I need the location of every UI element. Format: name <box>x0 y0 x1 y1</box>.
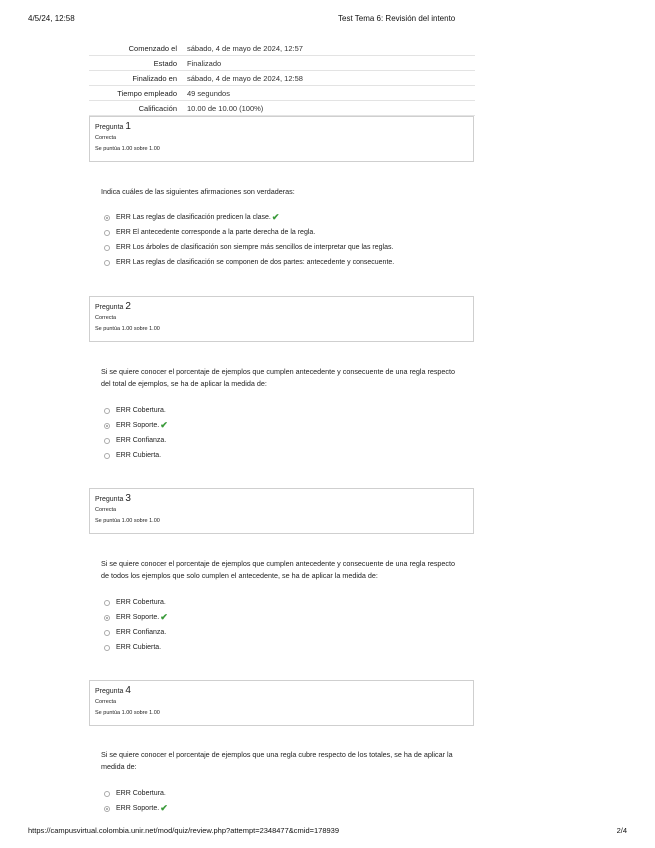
radio-icon[interactable] <box>104 791 110 797</box>
summary-value: sábado, 4 de mayo de 2024, 12:57 <box>183 41 475 56</box>
question-grade: Se puntúa 1.00 sobre 1.00 <box>95 710 160 716</box>
answer-option[interactable]: ERR Confianza. <box>104 433 464 448</box>
answer-list <box>104 595 464 655</box>
question-info-box <box>89 488 474 534</box>
answer-option[interactable]: ERR Soporte. ✔ <box>104 801 464 816</box>
print-header <box>28 14 627 26</box>
check-icon: ✔ <box>160 420 168 430</box>
radio-icon[interactable] <box>104 453 110 459</box>
question-state: Correcta <box>95 507 117 513</box>
radio-icon[interactable] <box>104 245 110 251</box>
answer-option[interactable]: ERR Cobertura. <box>104 595 464 610</box>
answer-option[interactable]: ERR Las reglas de clasificación se componen de dos partes: antecedente y consecuente. <box>104 255 464 270</box>
answer-option[interactable]: ERR Confianza. <box>104 625 464 640</box>
page-number: 2/4 <box>616 826 627 835</box>
summary-value: 10.00 de 10.00 (100%) <box>183 101 475 116</box>
summary-label: Finalizado en <box>89 71 183 86</box>
answer-option[interactable]: ERR Las reglas de clasificación predicen la clase. ✔ <box>104 210 464 225</box>
summary-value: 49 segundos <box>183 86 475 101</box>
question-text: Si se quiere conocer el porcentaje de ejemplos que una regla cubre respecto de los totales, se ha de aplicar la medida de: <box>101 750 453 771</box>
question-grade: Se puntúa 1.00 sobre 1.00 <box>95 146 160 152</box>
radio-icon[interactable] <box>104 260 110 266</box>
print-date: 4/5/24, 12:58 <box>28 14 75 23</box>
answer-option[interactable]: ERR Los árboles de clasificación son siempre más sencillos de interpretar que las reglas. <box>104 240 464 255</box>
summary-value: Finalizado <box>183 56 475 71</box>
radio-icon[interactable] <box>104 438 110 444</box>
attempt-summary-table <box>89 41 475 116</box>
summary-row <box>89 41 475 56</box>
question-text: Si se quiere conocer el porcentaje de ejemplos que cumplen antecedente y consecuente de una regla respecto de todos los ejemplos que solo cumplen el antecedente, se ha de aplicar la medida de: <box>101 559 456 580</box>
answer-option[interactable]: ERR Cobertura. <box>104 403 464 418</box>
summary-row <box>89 71 475 86</box>
radio-icon[interactable] <box>104 230 110 236</box>
question-state: Correcta <box>95 699 117 705</box>
answer-option[interactable]: ERR El antecedente corresponde a la parte derecha de la regla. <box>104 225 464 240</box>
answer-option[interactable]: ERR Cobertura. <box>104 786 464 801</box>
radio-icon[interactable] <box>104 408 110 414</box>
check-icon: ✔ <box>271 212 280 222</box>
radio-selected-icon[interactable] <box>104 615 110 621</box>
question-grade: Se puntúa 1.00 sobre 1.00 <box>95 518 160 524</box>
print-footer <box>28 826 627 838</box>
summary-value: sábado, 4 de mayo de 2024, 12:58 <box>183 71 475 86</box>
radio-selected-icon[interactable] <box>104 423 110 429</box>
question-info-box <box>89 296 474 342</box>
question-info-box <box>89 116 474 162</box>
radio-selected-icon[interactable] <box>104 806 110 812</box>
answer-option[interactable]: ERR Cubierta. <box>104 640 464 655</box>
radio-icon[interactable] <box>104 630 110 636</box>
summary-label: Calificación <box>89 101 183 116</box>
summary-label: Comenzado el <box>89 41 183 56</box>
radio-icon[interactable] <box>104 645 110 651</box>
check-icon: ✔ <box>160 612 168 622</box>
question-number: Pregunta 3 <box>95 493 131 504</box>
question-state: Correcta <box>95 135 117 141</box>
check-icon: ✔ <box>160 803 168 813</box>
page-title: Test Tema 6: Revisión del intento <box>338 14 456 23</box>
answer-list <box>104 403 464 463</box>
question-info-box <box>89 680 474 726</box>
summary-row <box>89 86 475 101</box>
answer-option[interactable]: ERR Cubierta. <box>104 448 464 463</box>
question-text: Si se quiere conocer el porcentaje de ejemplos que cumplen antecedente y consecuente de una regla respecto del total de ejemplos, se ha de aplicar la medida de: <box>101 367 456 388</box>
summary-label: Estado <box>89 56 183 71</box>
answer-option[interactable]: ERR Soporte. ✔ <box>104 418 464 433</box>
summary-row <box>89 101 475 116</box>
question-state: Correcta <box>95 315 117 321</box>
radio-selected-icon[interactable] <box>104 215 110 221</box>
answer-option[interactable]: ERR Soporte. ✔ <box>104 610 464 625</box>
answer-list <box>104 210 464 270</box>
summary-row <box>89 56 475 71</box>
page-url[interactable]: https://campusvirtual.colombia.unir.net/mod/quiz/review.php?attempt=2348477&cmid=178939 <box>28 826 340 835</box>
answer-list <box>104 786 464 816</box>
question-number: Pregunta 2 <box>95 301 131 312</box>
question-grade: Se puntúa 1.00 sobre 1.00 <box>95 326 160 332</box>
question-text: Indica cuáles de las siguientes afirmaciones son verdaderas: <box>101 187 295 196</box>
radio-icon[interactable] <box>104 600 110 606</box>
question-number: Pregunta 4 <box>95 685 131 696</box>
summary-label: Tiempo empleado <box>89 86 183 101</box>
question-number: Pregunta 1 <box>95 121 131 132</box>
